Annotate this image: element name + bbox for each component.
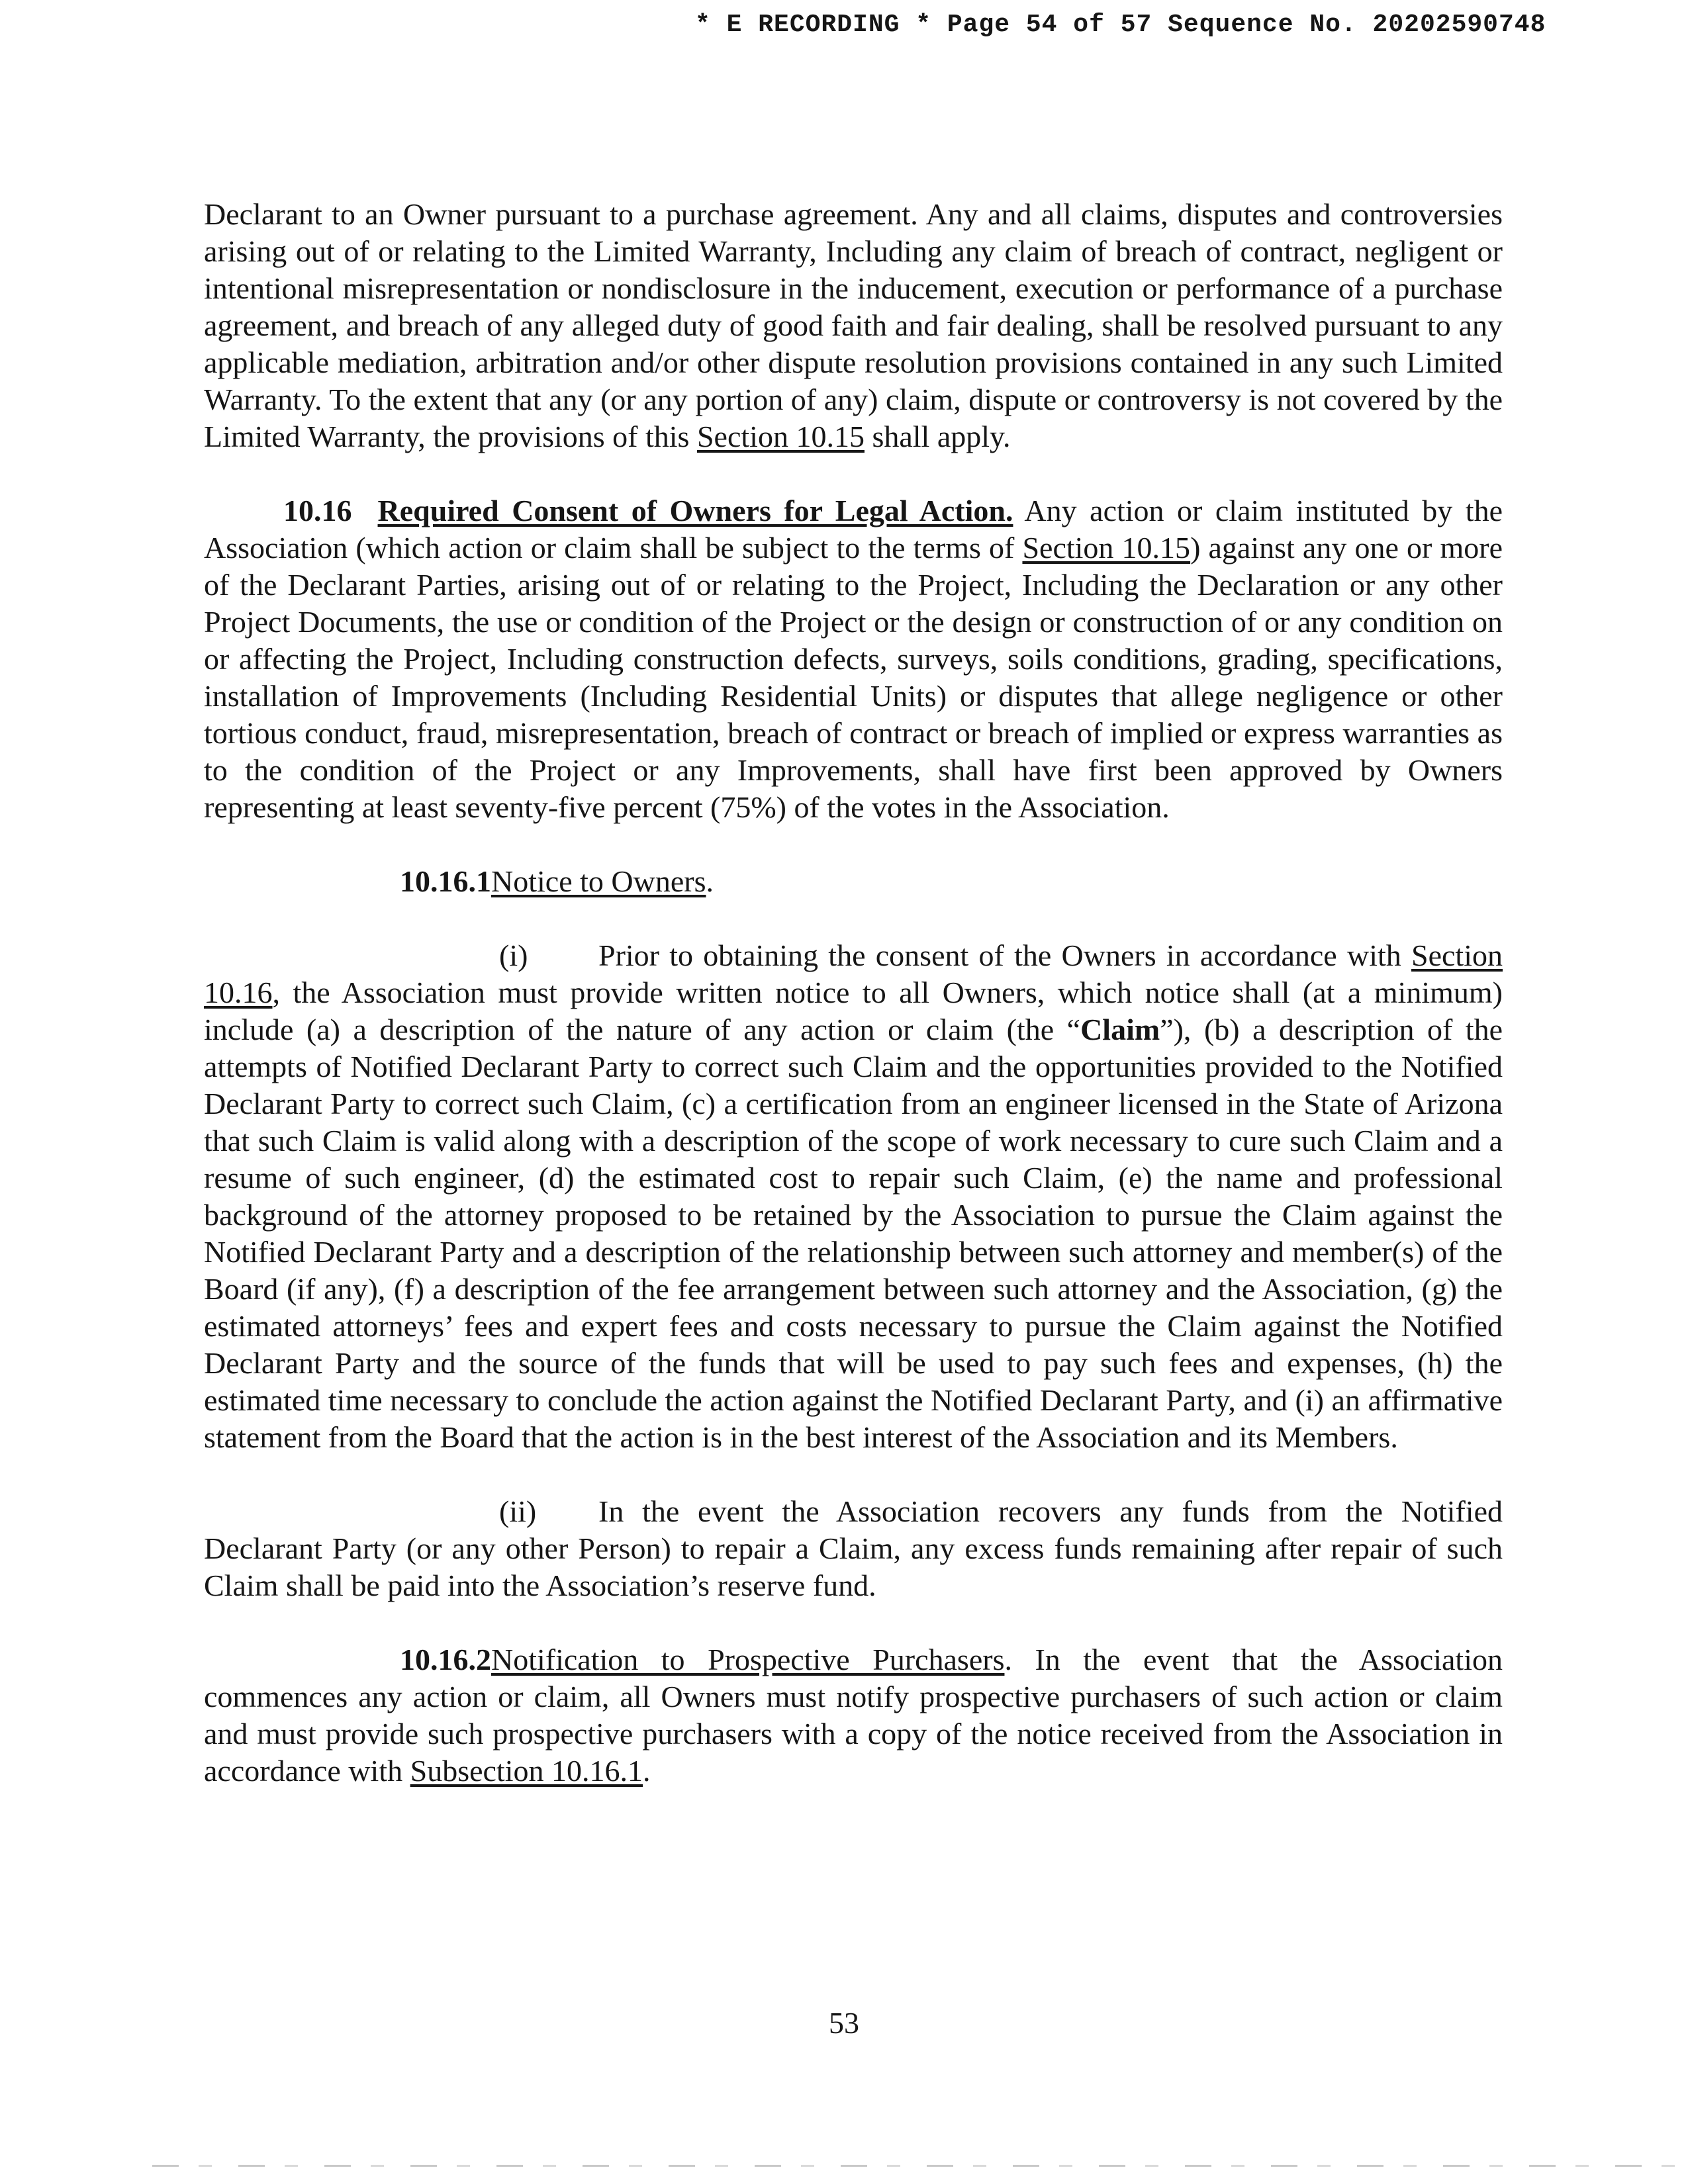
item-label: (ii) — [499, 1494, 537, 1528]
section-heading: Required Consent of Owners for Legal Action. — [377, 494, 1013, 527]
item-text: In the event the Association recovers any funds from the Notified Declarant Party (or any other Person) to repair a Claim, any excess funds remaining after repair of such Claim shall be paid into the Association’s reserve fund. — [204, 1494, 1503, 1602]
section-reference: Section 10.16 — [204, 938, 1503, 1009]
section-10-16 — [204, 492, 1503, 826]
subsection-text: . In the event that the Association commences any action or claim, all Owners must notify prospective purchasers of such action or claim and must provide such prospective purchasers with a copy of the notice received from the Association in accordance with — [204, 1643, 1503, 1788]
section-reference: Section 10.15 — [696, 420, 865, 453]
subsection-number: 10.16.2 — [400, 1643, 491, 1676]
section-text: Any action or claim instituted by the Association (which action or claim shall be subject to the terms of — [204, 494, 1503, 565]
document-body — [204, 196, 1503, 1790]
paragraph-text: Declarant to an Owner pursuant to a purchase agreement. Any and all claims, disputes and controversies arising out of or relating to the Limited Warranty, Including any claim of breach of contract, negligent or intentional misrepresentation or nondisclosure in the inducement, execution or performance of a purchase agreement, and breach of any alleged duty of good faith and fair dealing, shall be resolved pursuant to any applicable mediation, arbitration and/or other dispute resolution provisions contained in any such Limited Warranty. To the extent that any (or any portion of any) claim, dispute or controversy is not covered by the Limited Warranty, the provisions of this — [204, 197, 1503, 453]
subsection-heading: Notice to Owners — [491, 864, 706, 898]
section-reference: Section 10.15 — [1022, 531, 1191, 565]
section-number: 10.16 — [283, 494, 352, 527]
subsection-10-16-2 — [204, 1641, 1503, 1790]
subsection-10-16-1-heading — [204, 863, 1503, 900]
item-label: (i) — [499, 938, 528, 972]
subsection-number: 10.16.1 — [400, 864, 491, 898]
item-text: Prior to obtaining the consent of the Owners in accordance with — [598, 938, 1412, 972]
subsection-heading: Notification to Prospective Purchasers — [491, 1643, 1005, 1676]
subsection-tail: . — [643, 1754, 651, 1788]
paragraph-limited-warranty — [204, 196, 1503, 455]
scan-artifact-bottom — [152, 2165, 1675, 2167]
section-text-continued: ) against any one or more of the Declarant Parties, arising out of or relating to the Project, Including the Declaration or any other Project Documents, the use or condition of the Project or the design or construction of or any condition on or affecting the Project, Including construction defects, surveys, soils conditions, grading, specifications, installation of Improvements (Including Residential Units) or disputes that allege negligence or other tortious conduct, fraud, misrepresentation, breach of contract or breach of implied or express warranties as to the condition of the Project or any Improvements, shall have first been approved by Owners representing at least seventy-five percent (75%) of the votes in the Association. — [204, 531, 1503, 824]
subsection-period: . — [706, 864, 714, 898]
paragraph-tail: shall apply. — [864, 420, 1011, 453]
section-reference: Subsection 10.16.1 — [410, 1754, 643, 1788]
item-ii — [204, 1493, 1503, 1604]
recording-stamp: * E RECORDING * Page 54 of 57 Sequence No. 20202590748 — [695, 11, 1546, 39]
defined-term: Claim — [1080, 1013, 1160, 1046]
page-number: 53 — [829, 2006, 859, 2040]
item-text-continued: , the Association must provide written notice to all Owners, which notice shall (at a minimum) include (a) a description of the nature of any action or claim (the “ — [204, 976, 1503, 1046]
item-text-end: ”), (b) a description of the attempts of Notified Declarant Party to correct such Claim and the opportunities provided to the Notified Declarant Party to correct such Claim, (c) a certification from an engineer licensed in the State of Arizona that such Claim is valid along with a description of the scope of work necessary to cure such Claim and a resume of such engineer, (d) the estimated cost to repair such Claim, (e) the name and professional background of the attorney proposed to be retained by the Association to pursue the Claim against the Notified Declarant Party and a description of the relationship between such attorney and member(s) of the Board (if any), (f) a description of the fee arrangement between such attorney and the Association, (g) the estimated attorneys’ fees and expert fees and costs necessary to pursue the Claim against the Notified Declarant Party and the source of the funds that will be used to pay such fees and expenses, (h) the estimated time necessary to conclude the action against the Notified Declarant Party, and (i) an affirmative statement from the Board that the action is in the best interest of the Association and its Members. — [204, 1013, 1503, 1454]
item-i — [204, 937, 1503, 1456]
